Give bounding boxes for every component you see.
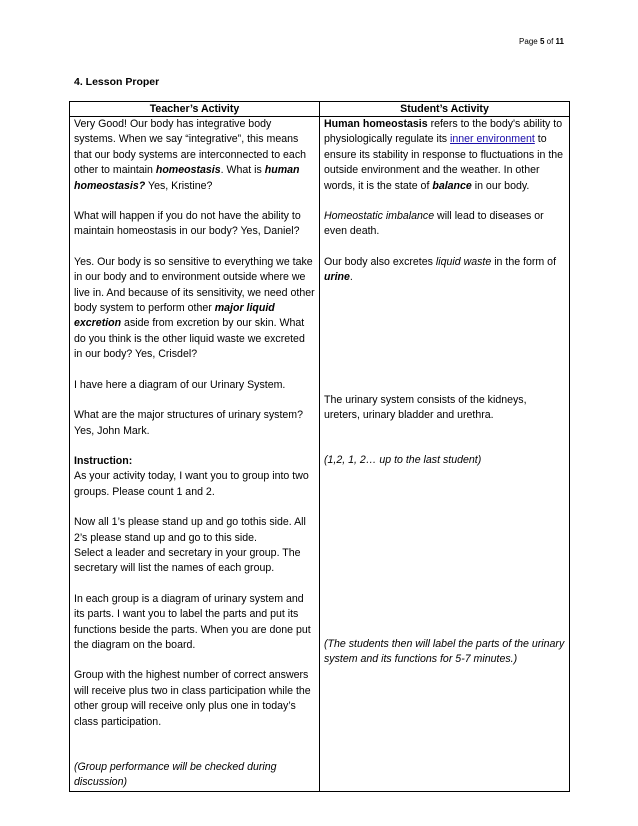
teacher-paragraph-1: Very Good! Our body has integrative body systems. When we say “integrative”, this means that our body systems are interconnected to each other to maintain homeostasis. What is human homeostasis? Yes, Kristine? [74,118,307,192]
teacher-paragraph-10: (Group performance will be checked during discussion) [74,761,277,789]
student-paragraph-1: Human homeostasis refers to the body's ability to physiologically regulate its inner environment to ensure its stability in response to fluctuations in the outside environment and the weather. In other words, it is the state of balance in our body. [324,118,564,192]
teacher-paragraph-8: In each group is a diagram of urinary system and its parts. I want you to label the parts and put its functions beside the parts. When you are done put the diagram on the board. [74,592,311,651]
teacher-activity-cell [70,117,320,792]
teacher-activity-header: Teacher’s Activity [70,102,320,117]
section-heading: 4. Lesson Proper [74,76,160,88]
student-paragraph-2: Homeostatic imbalance will lead to diseases or even death. [324,210,544,238]
student-paragraph-6: (The students then will label the parts of the urinary system and its functions for 5-7 minutes.) [324,637,565,666]
student-paragraph-4: The urinary system consists of the kidneys, ureters, urinary bladder and urethra. [324,393,527,422]
teacher-paragraph-7b: Select a leader and secretary in your group. The secretary will list the names of each group. [74,546,301,575]
student-activity-header: Student’s Activity [320,102,570,117]
page-number: Page 5 of 11 [519,37,564,46]
teacher-paragraph-5: What are the major structures of urinary system? Yes, John Mark. [74,409,304,437]
teacher-paragraph-7a: Now all 1’s please stand up and go tothis side. All 2’s please stand up and go to this side. [74,516,306,544]
teacher-paragraph-6: As your activity today, I want you to group into two groups. Please count 1 and 2. [74,470,309,498]
table-row [70,117,570,792]
student-activity-cell [320,117,570,792]
teacher-paragraph-9: Group with the highest number of correct answers will receive plus two in class participation while the other group will receive only plus one in today’s class participation. [74,669,311,728]
teacher-paragraph-3: Yes. Our body is so sensitive to everything we take in our body and to environment outside where we live in. And because of its sensitivity, we need other body system to perform other major liquid excretion aside from excretion by our skin. What do you think is the other liquid waste we excreted in our body? Yes, Crisdel? [74,255,315,361]
lesson-table [69,101,570,792]
student-paragraph-3: Our body also excretes liquid waste in the form of urine. [324,255,557,284]
teacher-paragraph-4: I have here a diagram of our Urinary System. [74,378,286,391]
table-header-row [70,102,570,117]
inner-environment-link[interactable]: inner environment [450,133,535,146]
teacher-paragraph-2: What will happen if you do not have the ability to maintain homeostasis in our body? Yes, Daniel? [74,210,301,238]
instruction-label: Instruction: [74,454,133,467]
student-paragraph-5: (1,2, 1, 2… up to the last student) [324,454,482,467]
